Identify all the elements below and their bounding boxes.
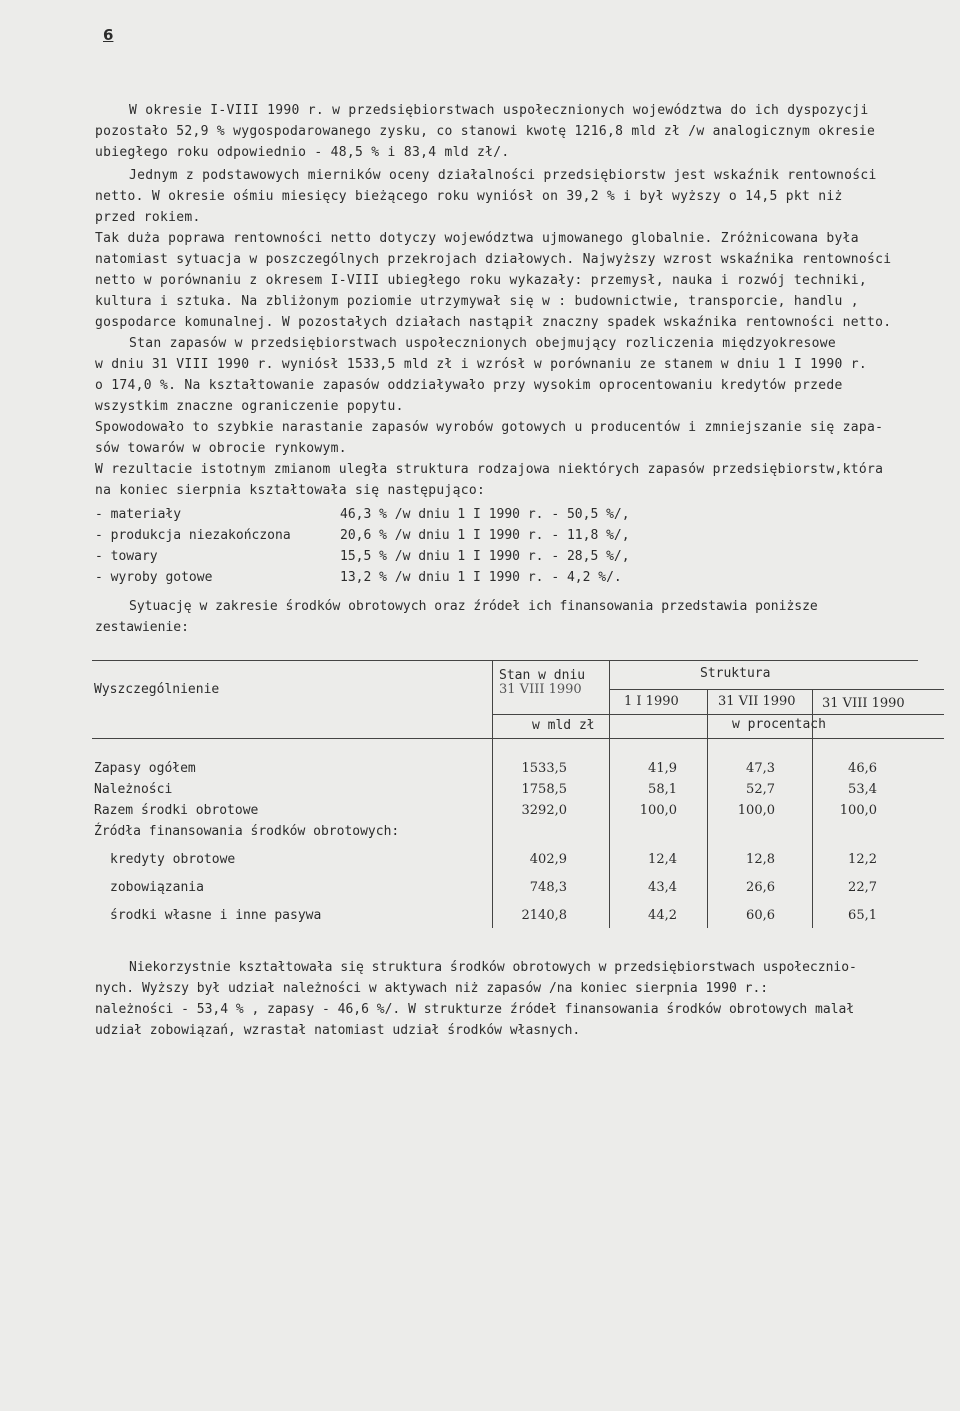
row-v3: 100,0 — [839, 803, 877, 818]
text-line: gospodarce komunalnej. W pozostałych działach nastąpił znaczny spadek wskaźnika rentowności netto. — [95, 315, 892, 330]
text-line: Jednym z podstawowych mierników oceny działalności przedsiębiorstw jest wskaźnik rentowności — [129, 168, 877, 183]
row-stan: 1758,5 — [521, 782, 567, 797]
row-label: środki własne i inne pasywa — [110, 908, 322, 923]
row-v2: 26,6 — [746, 880, 775, 895]
header-stan-date: 31 VIII 1990 — [499, 682, 582, 697]
text-line: Sytuację w zakresie środków obrotowych oraz źródeł ich finansowania przedstawia poniższe — [129, 599, 818, 614]
list-item-label: - towary — [95, 549, 158, 564]
row-v1: 41,9 — [648, 761, 677, 776]
list-item-value: 15,5 % /w dniu 1 I 1990 r. - 28,5 %/, — [340, 549, 630, 564]
text-line: ubiegłego roku odpowiednio - 48,5 % i 83,4 mld zł/. — [95, 145, 510, 160]
text-line: udział zobowiązań, wzrastał natomiast udział środków własnych. — [95, 1023, 581, 1038]
table-intro — [95, 596, 925, 638]
text-line: należności - 53,4 % , zapasy - 46,6 %/. W strukturze źródeł finansowania środków obrotowych malał — [95, 1002, 855, 1017]
row-stan: 3292,0 — [521, 803, 567, 818]
header-unit-abs: w mld zł — [532, 718, 595, 733]
text-line: kultura i sztuka. Na zbliżonym poziomie utrzymywał się w : budownictwie, transporcie, handlu , — [95, 294, 859, 309]
row-v2: 12,8 — [746, 852, 775, 867]
header-struktura: Struktura — [700, 666, 771, 681]
text-line: Spowodowało to szybkie narastanie zapasów wyrobów gotowych u producentów i zmniejszanie się zapa- — [95, 420, 884, 435]
current-assets-table — [92, 660, 944, 928]
paragraph-closing — [95, 957, 925, 1041]
row-v2: 47,3 — [746, 761, 775, 776]
list-item-label: - wyroby gotowe — [95, 570, 213, 585]
row-stan: 2140,8 — [521, 908, 567, 923]
paragraph-profit — [95, 100, 925, 163]
text-line: o 174,0 %. Na kształtowanie zapasów oddziaływało przy wysokim oprocentowaniu kredytów przede — [95, 378, 843, 393]
row-v1: 58,1 — [648, 782, 677, 797]
list-item-value: 20,6 % /w dniu 1 I 1990 r. - 11,8 %/, — [340, 528, 630, 543]
text-line: W rezultacie istotnym zmianom uległa struktura rodzajowa niektórych zapasów przedsiębiorstw,która — [95, 462, 884, 477]
row-v3: 53,4 — [848, 782, 877, 797]
row-v3: 22,7 — [848, 880, 877, 895]
text-line: Stan zapasów w przedsiębiorstwach uspołecznionych obejmujący rozliczenia międzyokresowe — [129, 336, 837, 351]
row-v2: 100,0 — [737, 803, 775, 818]
row-v3: 65,1 — [848, 908, 877, 923]
text-line: sów towarów w obrocie rynkowym. — [95, 441, 347, 456]
row-stan: 402,9 — [529, 852, 567, 867]
row-v3: 12,2 — [848, 852, 877, 867]
text-line: netto. W okresie ośmiu miesięcy bieżącego roku wyniósł on 39,2 % i był wyższy o 14,5 pkt niż — [95, 189, 843, 204]
table-top-rule — [92, 660, 918, 661]
table-date-rule — [492, 714, 944, 715]
row-v1: 12,4 — [648, 852, 677, 867]
table-header-bottom-rule — [92, 738, 944, 739]
row-v1: 44,2 — [648, 908, 677, 923]
paragraph-sectors — [95, 228, 925, 333]
row-label: Należności — [94, 782, 173, 797]
text-line: pozostało 52,9 % wygospodarowanego zysku, co stanowi kwotę 1216,8 mld zł /w analogicznym okresie — [95, 124, 876, 139]
text-line: nych. Wyższy był udział należności w aktywach niż zapasów /na koniec sierpnia 1990 r.: — [95, 981, 769, 996]
text-line: netto w porównaniu z okresem I-VIII ubiegłego roku wykazały: przemysł, nauka i rozwój techniki, — [95, 273, 868, 288]
list-item-label: - produkcja niezakończona — [95, 528, 291, 543]
row-v1: 100,0 — [639, 803, 677, 818]
text-line: Tak duża poprawa rentowności netto dotyczy województwa ujmowanego globalnie. Zróżnicowana była — [95, 231, 859, 246]
page-number: 6 — [103, 26, 114, 44]
header-date-2: 31 VII 1990 — [718, 694, 796, 709]
table-struktura-rule — [609, 689, 944, 690]
row-label: zobowiązania — [110, 880, 204, 895]
header-date-3: 31 VIII 1990 — [822, 696, 905, 711]
row-v3: 46,6 — [848, 761, 877, 776]
text-line: w dniu 31 VIII 1990 r. wyniósł 1533,5 mld zł i wzrósł w porównaniu ze stanem w dniu 1 I 1990 r. — [95, 357, 868, 372]
header-stan: Stan w dniu — [499, 668, 586, 683]
row-label: Źródła finansowania środków obrotowych: — [94, 824, 400, 839]
text-line: przed rokiem. — [95, 210, 201, 225]
list-item-label: - materiały — [95, 507, 182, 522]
text-line: natomiast sytuacja w poszczególnych przekrojach działowych. Najwyższy wzrost wskaźnika rentowności — [95, 252, 892, 267]
header-date-1: 1 I 1990 — [624, 694, 679, 709]
text-line: Niekorzystnie kształtowała się struktura środków obrotowych w przedsiębiorstwach uspołecznio- — [129, 960, 857, 975]
header-item: Wyszczególnienie — [94, 682, 220, 697]
text-line: zestawienie: — [95, 620, 189, 635]
header-unit-pct: w procentach — [732, 717, 826, 732]
row-stan: 748,3 — [529, 880, 567, 895]
text-line: W okresie I-VIII 1990 r. w przedsiębiorstwach uspołecznionych województwa do ich dyspozycji — [129, 103, 869, 118]
list-item-value: 13,2 % /w dniu 1 I 1990 r. - 4,2 %/. — [340, 570, 622, 585]
row-label: kredyty obrotowe — [110, 852, 236, 867]
list-item-value: 46,3 % /w dniu 1 I 1990 r. - 50,5 %/, — [340, 507, 630, 522]
paragraph-profitability — [95, 165, 925, 228]
paragraph-stocks — [95, 333, 925, 501]
text-line: na koniec sierpnia kształtowała się następująco: — [95, 483, 486, 498]
row-v1: 43,4 — [648, 880, 677, 895]
row-v2: 60,6 — [746, 908, 775, 923]
row-v2: 52,7 — [746, 782, 775, 797]
row-label: Razem środki obrotowe — [94, 803, 259, 818]
text-line: wszystkim znaczne ograniczenie popytu. — [95, 399, 404, 414]
row-label: Zapasy ogółem — [94, 761, 196, 776]
row-stan: 1533,5 — [521, 761, 567, 776]
